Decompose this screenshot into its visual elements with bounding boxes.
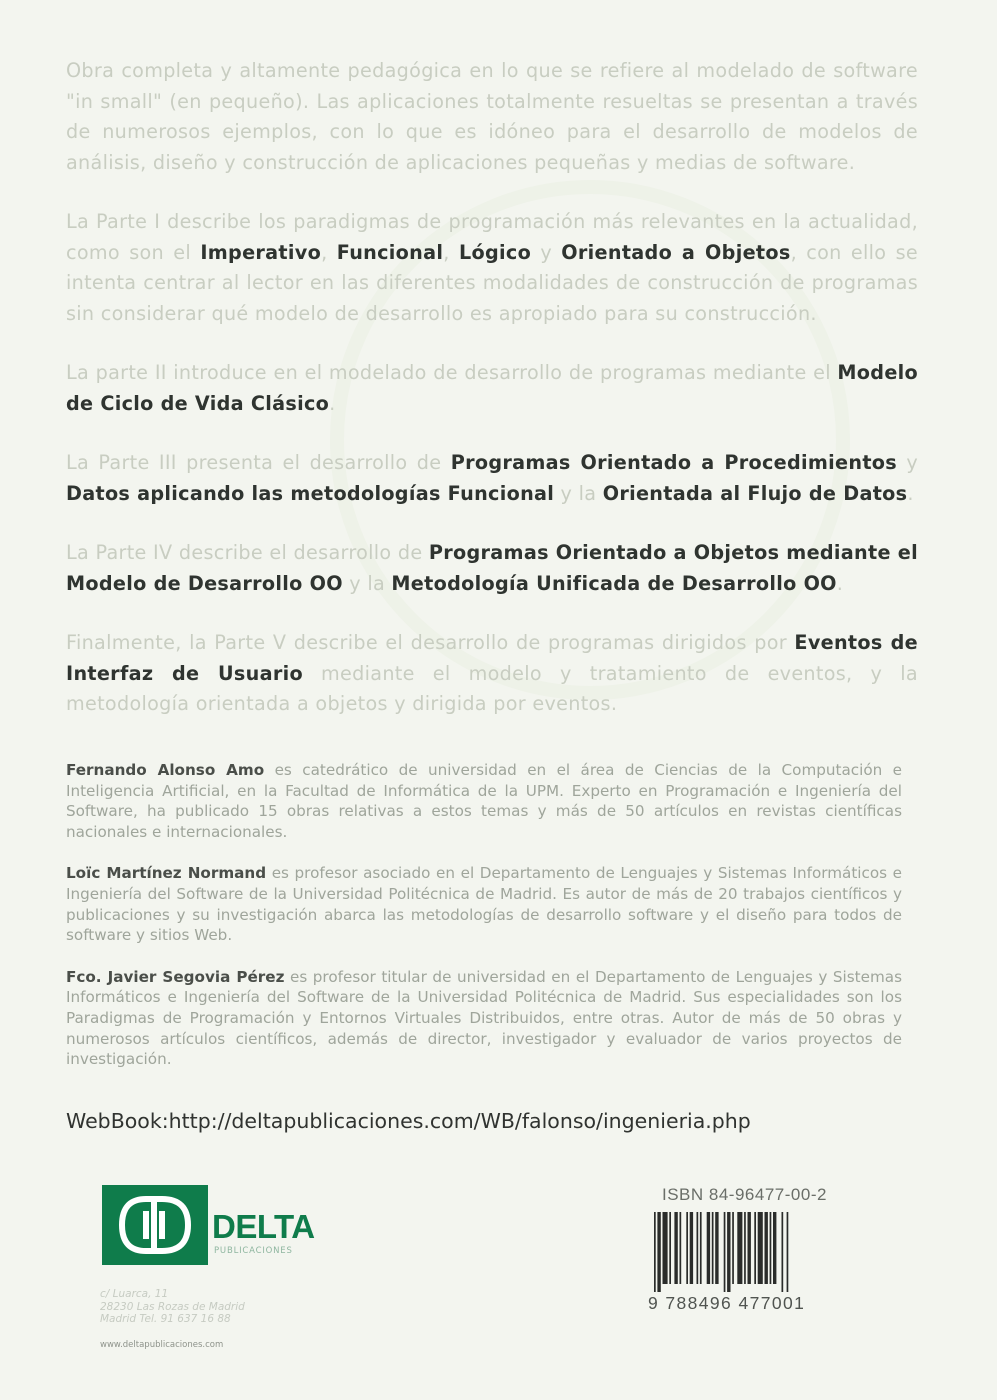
barcode-number: 9 788496 477001 [648,1293,806,1313]
synopsis [66,56,918,749]
webbook-link[interactable]: WebBook:http://deltapublicaciones.com/WB/falonso/ingenieria.php [66,1109,751,1133]
author-name: Fernando Alonso Amo [66,761,265,779]
publisher-subtitle: PUBLICACIONES [214,1246,293,1256]
author-bios [66,760,902,1091]
author-name: Loïc Martínez Normand [66,864,267,883]
barcode-icon [650,1212,840,1294]
synopsis-paragraph-3: La parte II introduce en el modelado de desarrollo de programas mediante el Modelo de Ciclo de Vida Clásico. [66,361,918,415]
delta-logo-icon [102,1185,208,1265]
synopsis-paragraph-5: La Parte IV describe el desarrollo de Programas Orientado a Objetos mediante el Modelo de Desarrollo OO y la Metodología Unificada de Desarrollo OO. [66,541,918,595]
isbn-label: ISBN 84-96477-00-2 [662,1185,827,1204]
publisher-website[interactable]: www.deltapublicaciones.com [100,1340,224,1350]
synopsis-paragraph-4: La Parte III presenta el desarrollo de Programas Orientado a Procedimientos y Datos aplicando las metodologías Funcional y la Orientada al Flujo de Datos. [66,451,918,505]
synopsis-paragraph-1: Obra completa y altamente pedagógica en lo que se refiere al modelado de software "in small" (en pequeño). Las aplicaciones totalmente resueltas se presentan a través de numerosos ejemplos, con lo que es idóneo para el desarrollo de modelos de análisis, diseño y construcción de aplicaciones pequeñas y medias de software. [66,59,918,174]
synopsis-paragraph-2: La Parte I describe los paradigmas de programación más relevantes en la actualidad, como son el Imperativo, Funcional, Lógico y Orientado a Objetos, con ello se intenta centrar al lector en las diferentes modalidades de construcción de programas sin considerar qué modelo de desarrollo es apropiado para su construcción. [66,210,918,325]
author-name: Fco. Javier Segovia Pérez [66,967,285,986]
author-bio-martinez: Loïc Martínez Normand es profesor asociado en el Departamento de Lenguajes y Sistemas Informáticos e Ingeniería del Software de la Universidad Politécnica de Madrid. Es autor de más de 20 trabajos científicos y publicaciones y su investigación abarca las metodologías de desarrollo software y el diseño para todos de software y sitios Web. [66,864,902,945]
author-bio-alonso: Fernando Alonso Amo es catedrático de universidad en el área de Ciencias de la Computación e Inteligencia Artificial, en la Facultad de Informática de la UPM. Experto en Programación e Ingeniería del Software, ha publicado 15 obras relativas a estos temas y más de 50 artículos en revistas científicas nacionales e internacionales. [66,761,903,841]
synopsis-paragraph-6: Finalmente, la Parte V describe el desarrollo de programas dirigidos por Eventos de Interfaz de Usuario mediante el modelo y tratamiento de eventos, y la metodología orientada a objetos y dirigida por eventos. [66,631,918,715]
author-bio-segovia: Fco. Javier Segovia Pérez es profesor titular de universidad en el Departamento de Lenguajes y Sistemas Informáticos e Ingeniería del Software de la Universidad Politécnica de Madrid. Sus especialidades son los Paradigmas de Programación y Entornos Virtuales Distribuidos, entre otras. Autor de más de 50 obras y numerosos artículos científicos, además de director, investigador y evaluador de varios proyectos de investigación. [66,967,902,1069]
publisher-name: DELTA [212,1208,315,1245]
publisher-address: c/ Luarca, 11 28230 Las Rozas de Madrid Madrid Tel. 91 637 16 88 [100,1288,245,1325]
